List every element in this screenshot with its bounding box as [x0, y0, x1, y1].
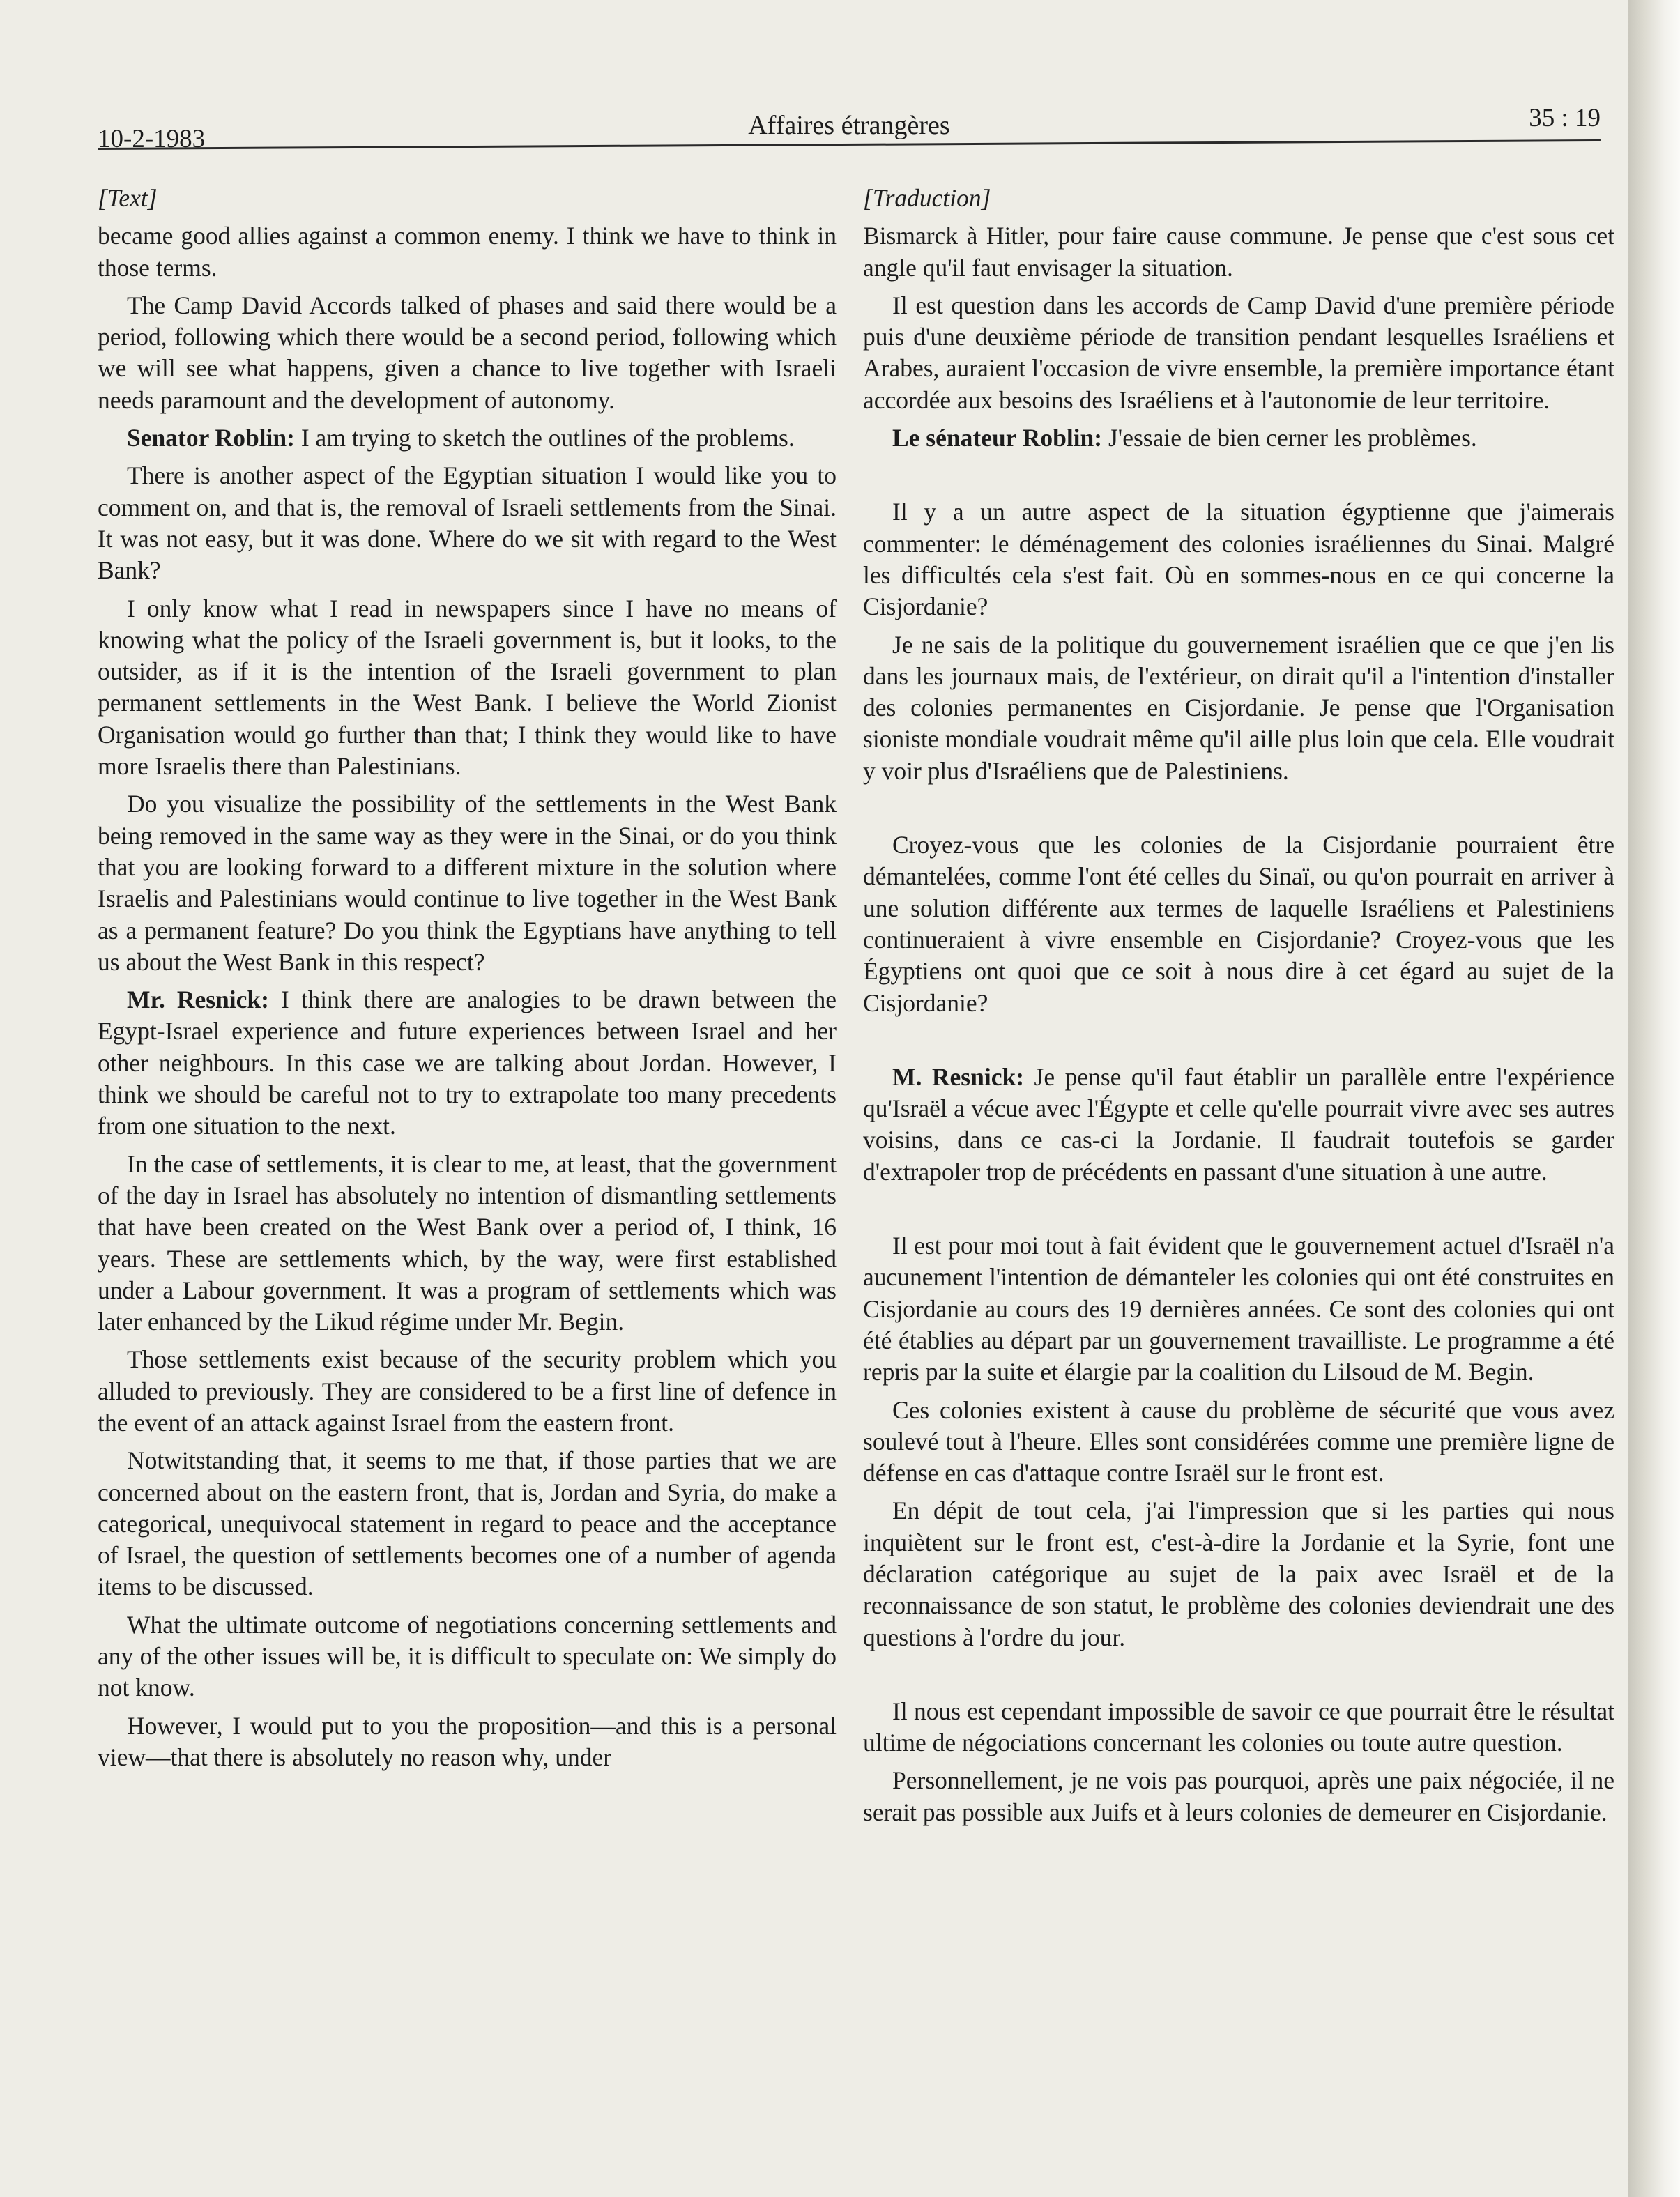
spacer [863, 1025, 1614, 1062]
paragraph: Il est question dans les accords de Camp David d'une première période puis d'une deuxième période de transition pendant lesquelles Israéliens et Arabes, auraient l'occasion de vivre ensemble, la première importance étant accordée aux besoins des Israéliens et à l'autonomie de leur territoire. [863, 291, 1614, 414]
speaker-name: M. Resnick: [892, 1062, 1025, 1091]
speaker-name: Le sénateur Roblin: [892, 424, 1103, 452]
paragraph: En dépit de tout cela, j'ai l'impression que si les parties qui nous inquiètent sur le front est, c'est-à-dire la Jordanie et la Syrie, font une déclaration catégorique au sujet de la paix avec Israël et de la reconnaissance de son statut, le problème des colonies deviendrait une des questions à l'ordre du jour. [863, 1496, 1614, 1651]
paragraph: Il est pour moi tout à fait évident que le gouvernement actuel d'Israël n'a aucunement l'intention de démanteler les colonies qui ont été construites en Cisjordanie au cours des 19 dernières années. Ce sont des colonies qui ont été établies au départ par un gouvernement travailliste. Le programme a été repris par la suite et élargie par la coalition du Lilsoud de M. Begin. [863, 1232, 1614, 1386]
spacer [863, 460, 1614, 496]
paragraph: Croyez-vous que les colonies de la Cisjordanie pourraient être démantelées, comme l'ont été celles du Sinaï, ou qu'on pourrait en arriver à une solution différente aux termes de laquelle Israéliens et Palestiniens continueraient à vivre ensemble en Cisjordanie? Croyez-vous que les Égyptiens ont quoi que ce soit à nous dire à cet égard au sujet de la Cisjordanie? [863, 831, 1614, 1017]
column-label-text: [Text] [98, 184, 158, 212]
speaker-name: Mr. Resnick: [127, 986, 269, 1014]
speaker-paragraph: Mr. Resnick: I think there are analogies to be drawn between the Egypt-Israel experience and future experiences between Israel and her other neighbours. In this case we are talking about Jordan. However, I think we should be careful not to try to extrapolate too many precedents from one situation to the next. [98, 986, 837, 1140]
paragraph: Notwitstanding that, it seems to me that, if those parties that we are concerned about on the eastern front, that is, Jordan and Syria, do make a categorical, unequivocal statement in regard to peace and the acceptance of Israel, the question of settlements becomes one of a number of agenda items to be discussed. [98, 1446, 837, 1601]
paragraph: Those settlements exist because of the security problem which you alluded to previously. They are considered to be a first line of defence in the event of an attack against Israel from the eastern front. [98, 1345, 837, 1437]
paragraph: Je ne sais de la politique du gouvernement israélien que ce que j'en lis dans les journaux mais, de l'extérieur, on dirait qu'il a l'intention d'installer des colonies permanentes en Cisjordanie. Je pense que l'Organisation sioniste mondiale voudrait même qu'il aille plus loin que cela. Elle voudrait y voir plus d'Israéliens que de Palestiniens. [863, 630, 1614, 785]
spacer [863, 1194, 1614, 1230]
paragraph: Ces colonies existent à cause du problème de sécurité que vous avez soulevé tout à l'heure. Elles sont considérées comme une première ligne de défense en cas d'attaque contre Israël sur le front est. [863, 1395, 1614, 1487]
speaker-paragraph: Senator Roblin: I am trying to sketch the outlines of the problems. [127, 424, 795, 452]
header-page-number: 35 : 19 [1529, 104, 1601, 132]
paragraph: Bismarck à Hitler, pour faire cause commune. Je pense que c'est sous cet angle qu'il faut envisager la situation. [863, 222, 1614, 282]
paragraph: What the ultimate outcome of negotiations concerning settlements and any of the other issues will be, it is difficult to speculate on: We simply do not know. [98, 1610, 837, 1702]
english-column [98, 183, 837, 1779]
header-title: Affaires étrangères [748, 111, 950, 140]
paragraph: I only know what I read in newspapers since I have no means of knowing what the policy of the Israeli government is, but it looks, to the outsider, as if it is the intention of the Israeli government to plan permanent settlements in the West Bank. I believe the World Zionist Organisation would go further than that; I think they would like to have more Israelis there than Palestinians. [98, 594, 837, 781]
spacer [863, 1660, 1614, 1696]
paragraph: became good allies against a common enemy. I think we have to think in those terms. [98, 222, 837, 282]
paragraph: The Camp David Accords talked of phases and said there would be a period, following which there would be a second period, following which we will see what happens, given a chance to live together with Israeli needs paramount and the development of autonomy. [98, 291, 837, 414]
paragraph: Personnellement, je ne vois pas pourquoi, après une paix négociée, il ne serait pas possible aux Juifs et à leurs colonies de demeurer en Cisjordanie. [863, 1766, 1614, 1826]
running-header [98, 103, 1601, 153]
speaker-paragraph: Le sénateur Roblin: J'essaie de bien cerner les problèmes. [892, 424, 1477, 452]
spacer [863, 793, 1614, 829]
speaker-paragraph: M. Resnick: Je pense qu'il faut établir un parallèle entre l'expérience qu'Israël a vécue avec l'Égypte et celle qu'elle pourrait vivre avec ses autres voisins, dans ce cas-ci la Jordanie. Il faudrait toutefois se garder d'extrapoler trop de précédents en passant d'une situation à une autre. [863, 1062, 1614, 1186]
paragraph: Il nous est cependant impossible de savoir ce que pourrait être le résultat ultime de négociations concernant les colonies ou toute autre question. [863, 1697, 1614, 1757]
paragraph: However, I would put to you the proposition—and this is a personal view—that there is absolutely no reason why, under [98, 1711, 837, 1771]
header-date: 10-2-1983 [98, 125, 206, 153]
page-binding-edge [1628, 0, 1680, 2197]
paragraph: Do you visualize the possibility of the settlements in the West Bank being removed in the same way as they were in the Sinai, or do you think that you are looking forward to a different mixture in the solution where Israelis and Palestinians would continue to live together in the West Bank as a permanent feature? Do you think the Egyptians have anything to tell us about the West Bank in this respect? [98, 790, 837, 976]
french-column [863, 183, 1614, 1835]
paragraph: In the case of settlements, it is clear to me, at least, that the government of the day in Israel has absolutely no intention of dismantling settlements that have been created on the West Bank over a period of, I think, 16 years. These are settlements which, by the way, were first established under a Labour government. It was a program of settlements which was later enhanced by the Likud régime under Mr. Begin. [98, 1149, 837, 1336]
paragraph: There is another aspect of the Egyptian situation I would like you to comment on, and that is, the removal of Israeli settlements from the Sinai. It was not easy, but it was done. Where do we sit with regard to the West Bank? [98, 461, 837, 585]
column-label-traduction: [Traduction] [863, 184, 991, 212]
speaker-name: Senator Roblin: [127, 424, 295, 452]
paragraph: Il y a un autre aspect de la situation égyptienne que j'aimerais commenter: le déménagement des colonies israéliennes du Sinai. Malgré les difficultés cela s'est fait. Où en sommes-nous en ce qui concerne la Cisjordanie? [863, 498, 1614, 621]
